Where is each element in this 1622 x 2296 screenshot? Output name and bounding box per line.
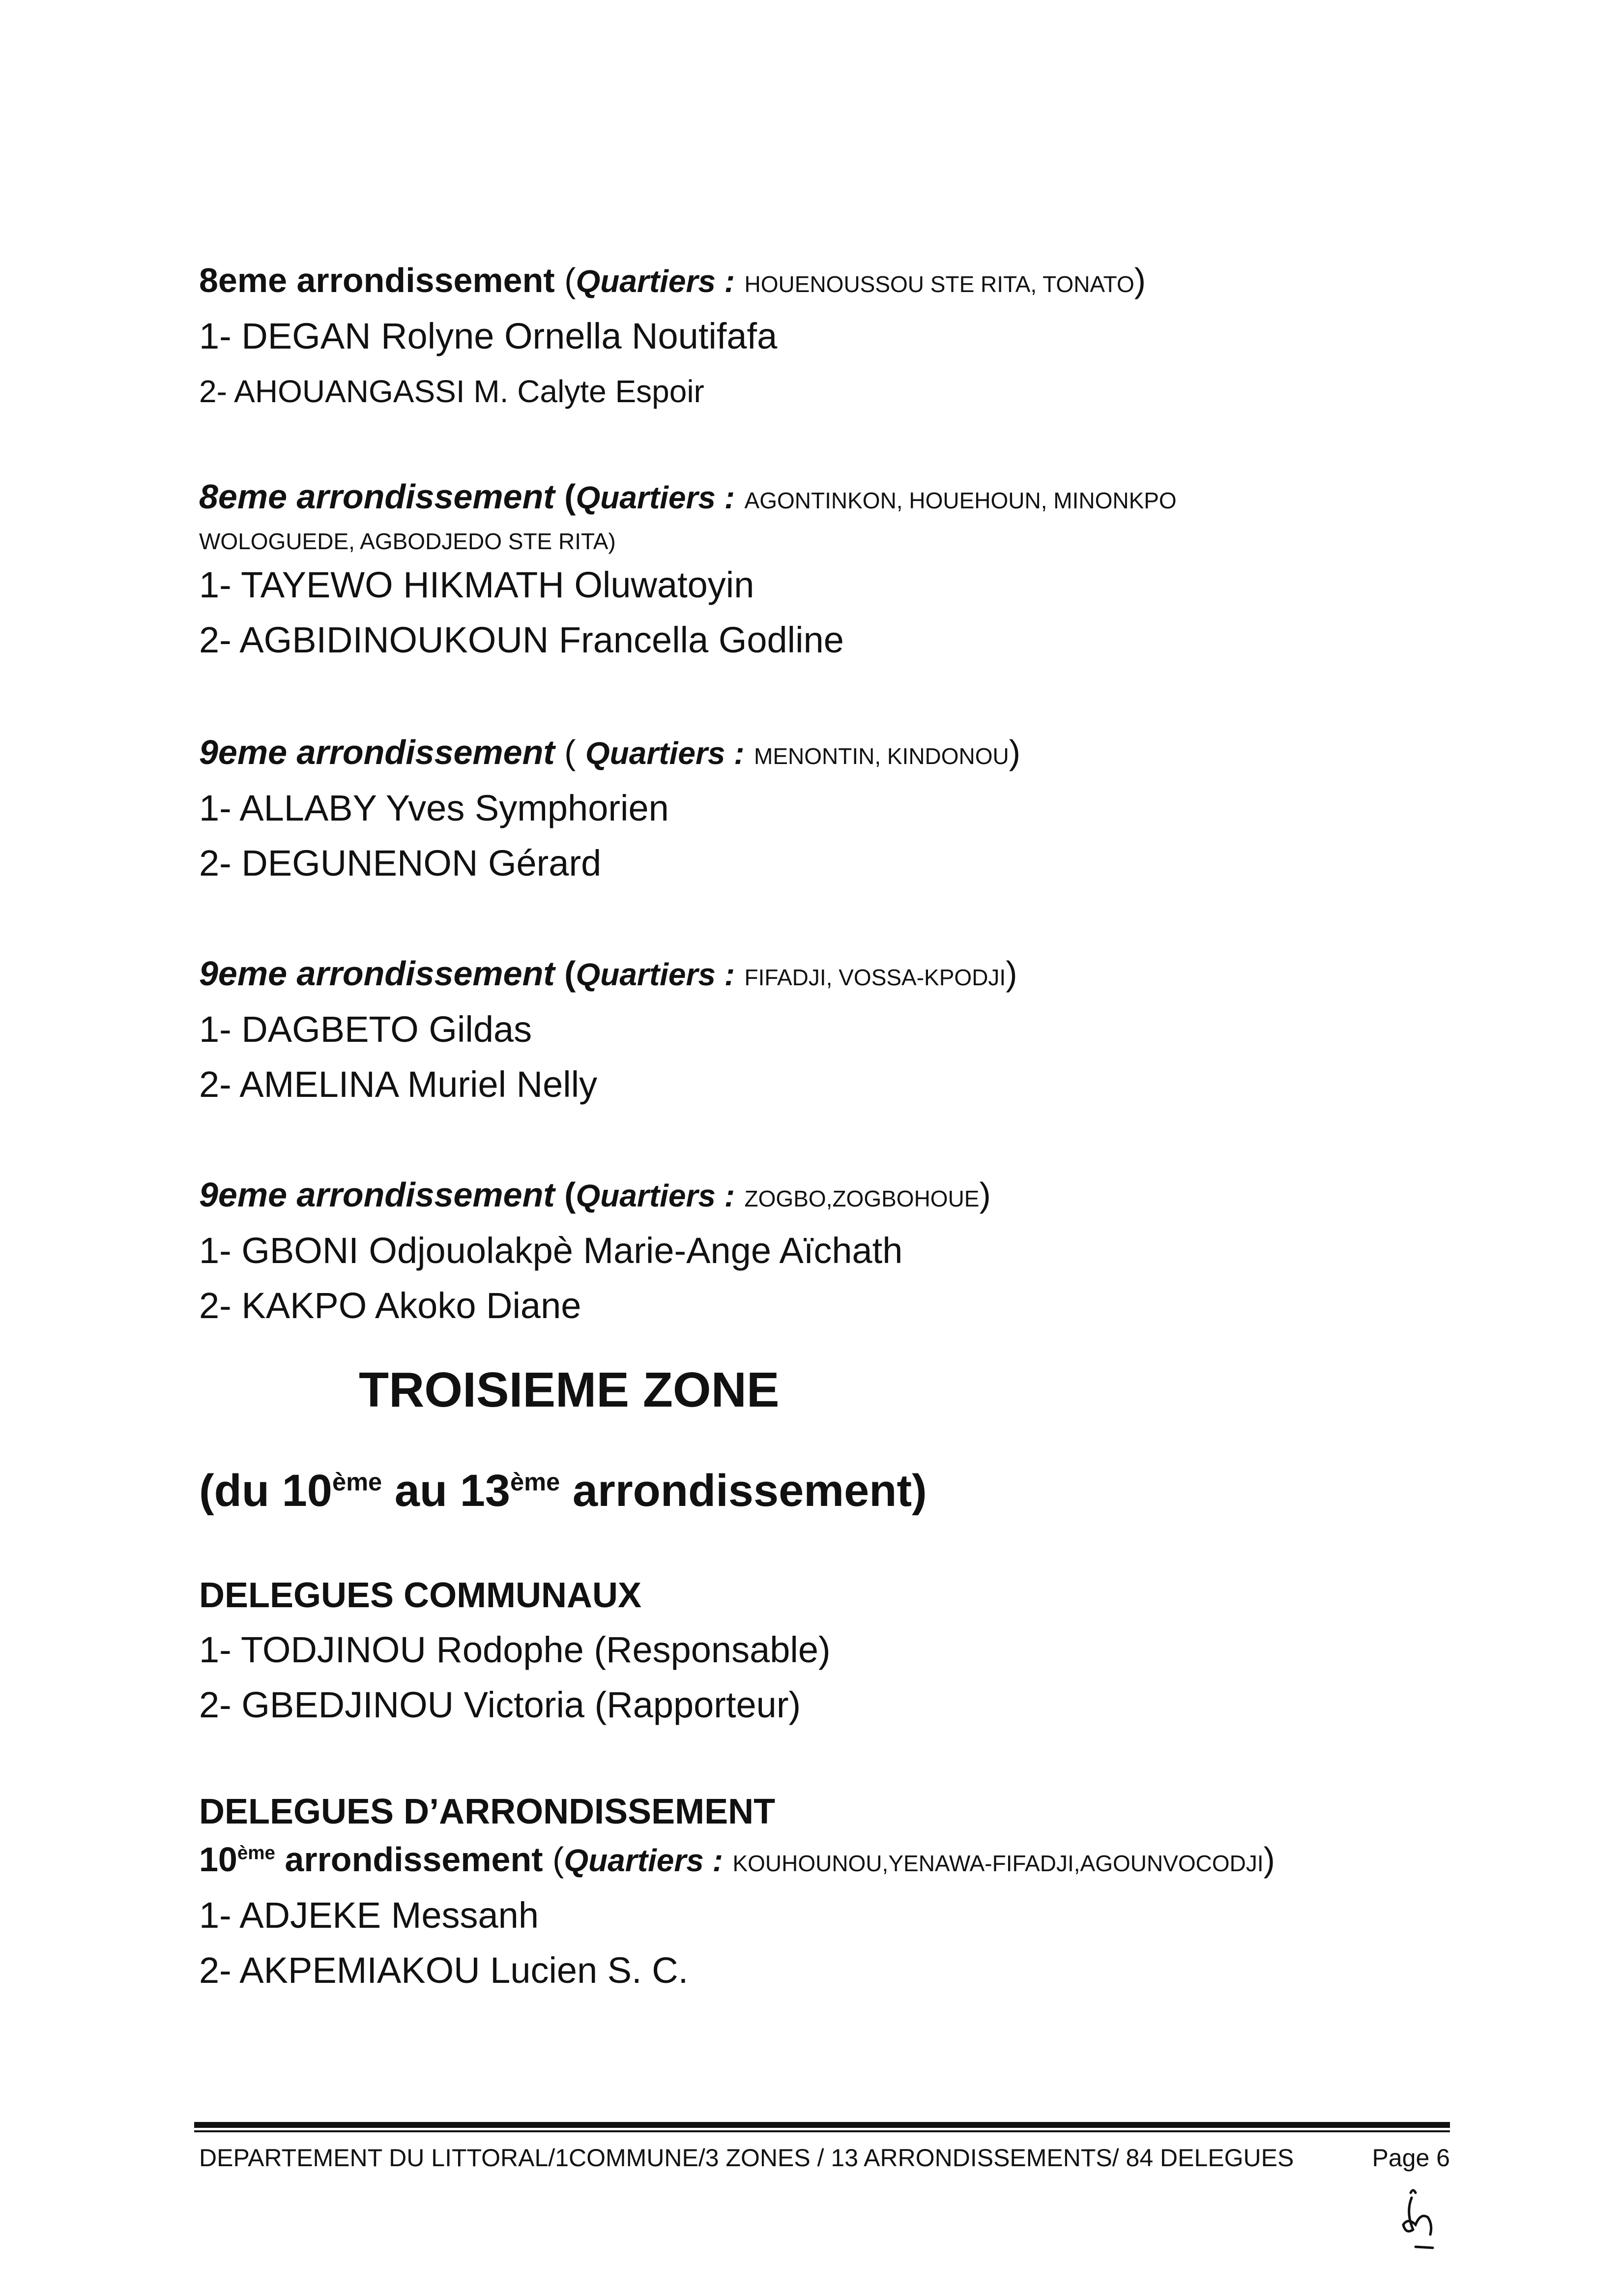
quartiers-list-continued: WOLOGUEDE, AGBODJEDO STE RITA) [199,529,616,554]
delegues-arrondissement-heading: DELEGUES D’ARRONDISSEMENT [199,1792,776,1831]
quartiers-list: KOUHOUNOU,YENAWA-FIFADJI,AGOUNVOCODJI [732,1851,1264,1876]
arrondissement-word: arrondissement [296,954,555,993]
arrondissement-number: 10 [199,1840,237,1879]
quartiers-label: Quartiers : [576,957,735,992]
list-item: 1- DEGAN Rolyne Ornella Noutifafa [199,316,778,356]
quartiers-list: HOUENOUSSOU STE RITA, TONATO [744,271,1134,297]
section-8eme-2 [199,472,1457,668]
arrondissement-word: arrondissement [296,477,555,516]
zone-subtitle-sup: ème [332,1468,382,1496]
section-heading: 9eme arrondissement (Quartiers : FIFADJI, VOSSA-KPODJI) [199,954,1017,993]
footer-rule-thick [194,2122,1450,2128]
quartiers-label: Quartiers : [576,1178,735,1213]
list-item: 1- GBONI Odjouolakpè Marie-Ange Aïchath [199,1230,903,1271]
zone-subtitle-part: (du 10 [199,1466,332,1516]
arrondissement-sup: ème [237,1842,275,1864]
arrondissement-number: 8eme [199,261,288,299]
zone-subtitle [199,1465,927,1517]
quartiers-label: Quartiers : [585,736,745,771]
arrondissement-number: 9eme [199,1176,288,1214]
quartiers-list: AGONTINKON, HOUEHOUN, MINONKPO [744,488,1177,513]
quartiers-label: Quartiers : [564,1843,723,1878]
arrondissement-word: arrondissement [296,261,555,299]
quartiers-list: FIFADJI, VOSSA-KPODJI [744,965,1006,990]
section-9eme-3 [199,1170,1457,1333]
zone-subtitle-part: arrondissement) [560,1466,927,1516]
quartiers-list: ZOGBO,ZOGBOHOUE [744,1186,980,1211]
footer-text: DEPARTEMENT DU LITTORAL/1COMMUNE/3 ZONES / 13 ARRONDISSEMENTS/ 84 DELEGUES [199,2144,1294,2172]
list-item: 2- KAKPO Akoko Diane [199,1285,581,1326]
arrondissement-number: 8eme [199,477,288,516]
section-heading: 9eme arrondissement ( Quartiers : MENONTIN, KINDONOU) [199,733,1021,771]
list-item: 1- DAGBETO Gildas [199,1009,532,1050]
section-9eme-2 [199,949,1457,1112]
arrondissement-number: 9eme [199,733,288,771]
arrondissement-word: arrondissement [285,1840,543,1879]
delegues-arrondissement-section [199,1785,1457,1998]
section-heading: 8eme arrondissement (Quartiers : HOUENOUSSOU STE RITA, TONATO) [199,261,1146,299]
list-item: 2- AGBIDINOUKOUN Francella Godline [199,619,844,660]
section-heading: 9eme arrondissement (Quartiers : ZOGBO,ZOGBOHOUE) [199,1176,991,1214]
zone-title: TROISIEME ZONE [359,1362,780,1417]
arrondissement-word: arrondissement [296,1176,555,1214]
list-item: 2- DEGUNENON Gérard [199,843,602,883]
arrondissement-number: 9eme [199,954,288,993]
list-item: 1- ADJEKE Messanh [199,1895,539,1936]
list-item: 2- AHOUANGASSI M. Calyte Espoir [199,374,704,409]
list-item: 2- AMELINA Muriel Nelly [199,1064,598,1105]
list-item: 2- GBEDJINOU Victoria (Rapporteur) [199,1684,801,1725]
footer-rule-thin [194,2130,1450,2132]
section-9eme-1 [199,728,1457,891]
handwritten-initials-signature [1391,2183,1445,2257]
section-heading: 8eme arrondissement (Quartiers : AGONTINKON, HOUEHOUN, MINONKPO [199,477,1177,516]
list-item: 1- ALLABY Yves Symphorien [199,788,669,828]
arrondissement-word: arrondissement [296,733,555,771]
section-8eme-1 [199,256,1457,419]
zone-subtitle-part: au 13 [382,1466,511,1516]
delegues-communaux-section [199,1568,1457,1733]
delegues-communaux-heading: DELEGUES COMMUNAUX [199,1576,642,1615]
quartiers-label: Quartiers : [576,480,735,515]
section-heading: 10ème arrondissement (Quartiers : KOUHOUNOU,YENAWA-FIFADJI,AGOUNVOCODJI) [199,1840,1275,1879]
quartiers-list: MENONTIN, KINDONOU [754,743,1009,769]
quartiers-label: Quartiers : [576,264,735,299]
page-number: Page 6 [1372,2144,1450,2172]
zone-subtitle-sup: ème [510,1468,560,1496]
list-item: 1- TODJINOU Rodophe (Responsable) [199,1629,831,1670]
list-item: 2- AKPEMIAKOU Lucien S. C. [199,1950,689,1991]
list-item: 1- TAYEWO HIKMATH Oluwatoyin [199,564,754,605]
